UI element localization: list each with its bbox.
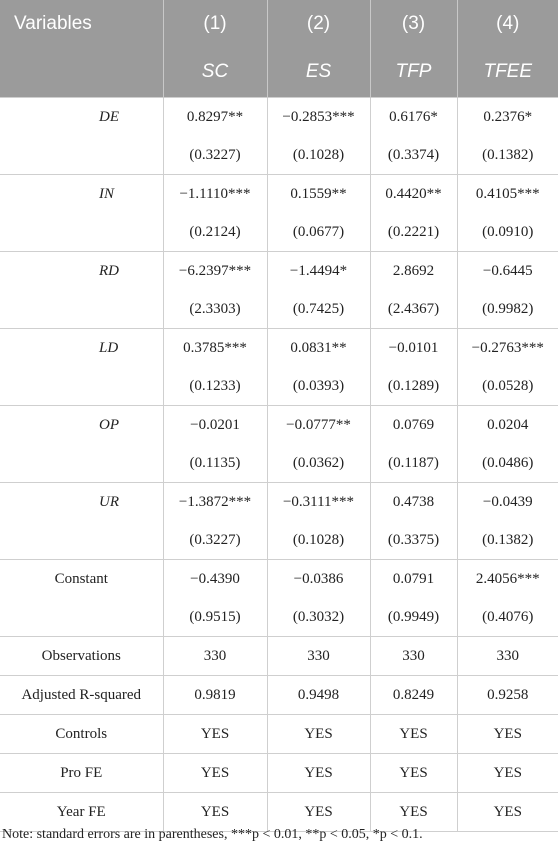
coefficient-cell: −6.2397***	[163, 252, 267, 291]
coefficient-cell: 0.6176*	[370, 98, 457, 137]
standard-error-cell: (0.2124)	[163, 213, 267, 252]
standard-error-cell: (0.9982)	[457, 290, 558, 329]
coefficient-cell: −1.3872***	[163, 483, 267, 522]
coefficient-cell: 0.3785***	[163, 329, 267, 368]
table-row	[0, 290, 558, 329]
column-number: (3)	[370, 0, 457, 47]
table-row	[0, 560, 558, 599]
coefficient-cell: −1.1110***	[163, 175, 267, 214]
coefficient-cell: −0.0201	[163, 406, 267, 445]
coefficient-cell: 0.0204	[457, 406, 558, 445]
row-label-blank	[0, 136, 163, 175]
coefficient-cell: 0.4738	[370, 483, 457, 522]
column-number: (4)	[457, 0, 558, 47]
row-label: OP	[0, 406, 163, 445]
stat-cell: YES	[267, 715, 370, 754]
standard-error-cell: (0.0362)	[267, 444, 370, 483]
table-row	[0, 676, 558, 715]
stat-cell: YES	[163, 715, 267, 754]
standard-error-cell: (0.2221)	[370, 213, 457, 252]
standard-error-cell: (0.4076)	[457, 598, 558, 637]
coefficient-cell: −0.0101	[370, 329, 457, 368]
coefficient-cell: 0.4105***	[457, 175, 558, 214]
row-label-blank	[0, 213, 163, 252]
table-row	[0, 175, 558, 214]
table-row	[0, 793, 558, 832]
standard-error-cell: (0.1382)	[457, 521, 558, 560]
stat-cell: 0.9258	[457, 676, 558, 715]
row-label: UR	[0, 483, 163, 522]
coefficient-cell: 0.2376*	[457, 98, 558, 137]
row-label: Adjusted R-squared	[0, 676, 163, 715]
standard-error-cell: (0.0910)	[457, 213, 558, 252]
table-row	[0, 367, 558, 406]
standard-error-cell: (0.9515)	[163, 598, 267, 637]
coefficient-cell: 0.0769	[370, 406, 457, 445]
coefficient-cell: −0.4390	[163, 560, 267, 599]
row-label: IN	[0, 175, 163, 214]
standard-error-cell: (0.1382)	[457, 136, 558, 175]
coefficient-cell: −0.3111***	[267, 483, 370, 522]
column-name: TFEE	[457, 47, 558, 98]
stat-cell: YES	[370, 715, 457, 754]
row-label: Constant	[0, 560, 163, 599]
stat-cell: YES	[267, 754, 370, 793]
coefficient-cell: −0.0777**	[267, 406, 370, 445]
standard-error-cell: (0.3227)	[163, 521, 267, 560]
row-label-blank	[0, 367, 163, 406]
stat-cell: YES	[163, 793, 267, 832]
column-number: (1)	[163, 0, 267, 47]
standard-error-cell: (0.7425)	[267, 290, 370, 329]
variables-header: Variables	[0, 0, 163, 47]
stat-cell: 0.8249	[370, 676, 457, 715]
standard-error-cell: (2.3303)	[163, 290, 267, 329]
table-row	[0, 637, 558, 676]
standard-error-cell: (0.3032)	[267, 598, 370, 637]
coefficient-cell: −0.0386	[267, 560, 370, 599]
stat-cell: YES	[457, 793, 558, 832]
coefficient-cell: −0.2763***	[457, 329, 558, 368]
stat-cell: 0.9498	[267, 676, 370, 715]
standard-error-cell: (0.1289)	[370, 367, 457, 406]
standard-error-cell: (0.0677)	[267, 213, 370, 252]
coefficient-cell: −1.4494*	[267, 252, 370, 291]
row-label-blank	[0, 521, 163, 560]
table-row	[0, 252, 558, 291]
table-body	[0, 98, 558, 832]
row-label: Controls	[0, 715, 163, 754]
table-row	[0, 598, 558, 637]
standard-error-cell: (0.1187)	[370, 444, 457, 483]
table-row	[0, 483, 558, 522]
standard-error-cell: (0.1028)	[267, 521, 370, 560]
table-row	[0, 406, 558, 445]
row-label: LD	[0, 329, 163, 368]
coefficient-cell: −0.2853***	[267, 98, 370, 137]
column-number: (2)	[267, 0, 370, 47]
table-row	[0, 754, 558, 793]
standard-error-cell: (0.0486)	[457, 444, 558, 483]
standard-error-cell: (0.0528)	[457, 367, 558, 406]
table-note: Note: standard errors are in parentheses, ***p < 0.01, **p < 0.05, *p < 0.1.	[2, 827, 423, 842]
table-row	[0, 444, 558, 483]
stat-cell: YES	[267, 793, 370, 832]
column-name: TFP	[370, 47, 457, 98]
stat-cell: YES	[370, 754, 457, 793]
stat-cell: 0.9819	[163, 676, 267, 715]
row-label: DE	[0, 98, 163, 137]
table-row	[0, 329, 558, 368]
row-label-blank	[0, 598, 163, 637]
stat-cell: 330	[267, 637, 370, 676]
standard-error-cell: (0.1233)	[163, 367, 267, 406]
column-name: SC	[163, 47, 267, 98]
coefficient-cell: 0.1559**	[267, 175, 370, 214]
stat-cell: 330	[163, 637, 267, 676]
standard-error-cell: (0.1135)	[163, 444, 267, 483]
row-label-blank	[0, 290, 163, 329]
table-row	[0, 213, 558, 252]
table-row	[0, 715, 558, 754]
stat-cell: YES	[457, 754, 558, 793]
coefficient-cell: −0.6445	[457, 252, 558, 291]
standard-error-cell: (0.1028)	[267, 136, 370, 175]
table-header	[0, 0, 558, 98]
stat-cell: 330	[370, 637, 457, 676]
coefficient-cell: 0.0831**	[267, 329, 370, 368]
row-label: RD	[0, 252, 163, 291]
coefficient-cell: 0.4420**	[370, 175, 457, 214]
standard-error-cell: (0.3375)	[370, 521, 457, 560]
row-label: Pro FE	[0, 754, 163, 793]
coefficient-cell: 0.8297**	[163, 98, 267, 137]
standard-error-cell: (2.4367)	[370, 290, 457, 329]
row-label: Year FE	[0, 793, 163, 832]
column-name: ES	[267, 47, 370, 98]
table-row	[0, 136, 558, 175]
standard-error-cell: (0.3374)	[370, 136, 457, 175]
table-row	[0, 98, 558, 137]
coefficient-cell: 2.4056***	[457, 560, 558, 599]
standard-error-cell: (0.3227)	[163, 136, 267, 175]
standard-error-cell: (0.0393)	[267, 367, 370, 406]
stat-cell: YES	[163, 754, 267, 793]
stat-cell: 330	[457, 637, 558, 676]
stat-cell: YES	[370, 793, 457, 832]
table-row	[0, 521, 558, 560]
coefficient-cell: 0.0791	[370, 560, 457, 599]
row-label: Observations	[0, 637, 163, 676]
row-label-blank	[0, 444, 163, 483]
coefficient-cell: −0.0439	[457, 483, 558, 522]
stat-cell: YES	[457, 715, 558, 754]
standard-error-cell: (0.9949)	[370, 598, 457, 637]
coefficient-cell: 2.8692	[370, 252, 457, 291]
variables-header-blank	[0, 47, 163, 98]
